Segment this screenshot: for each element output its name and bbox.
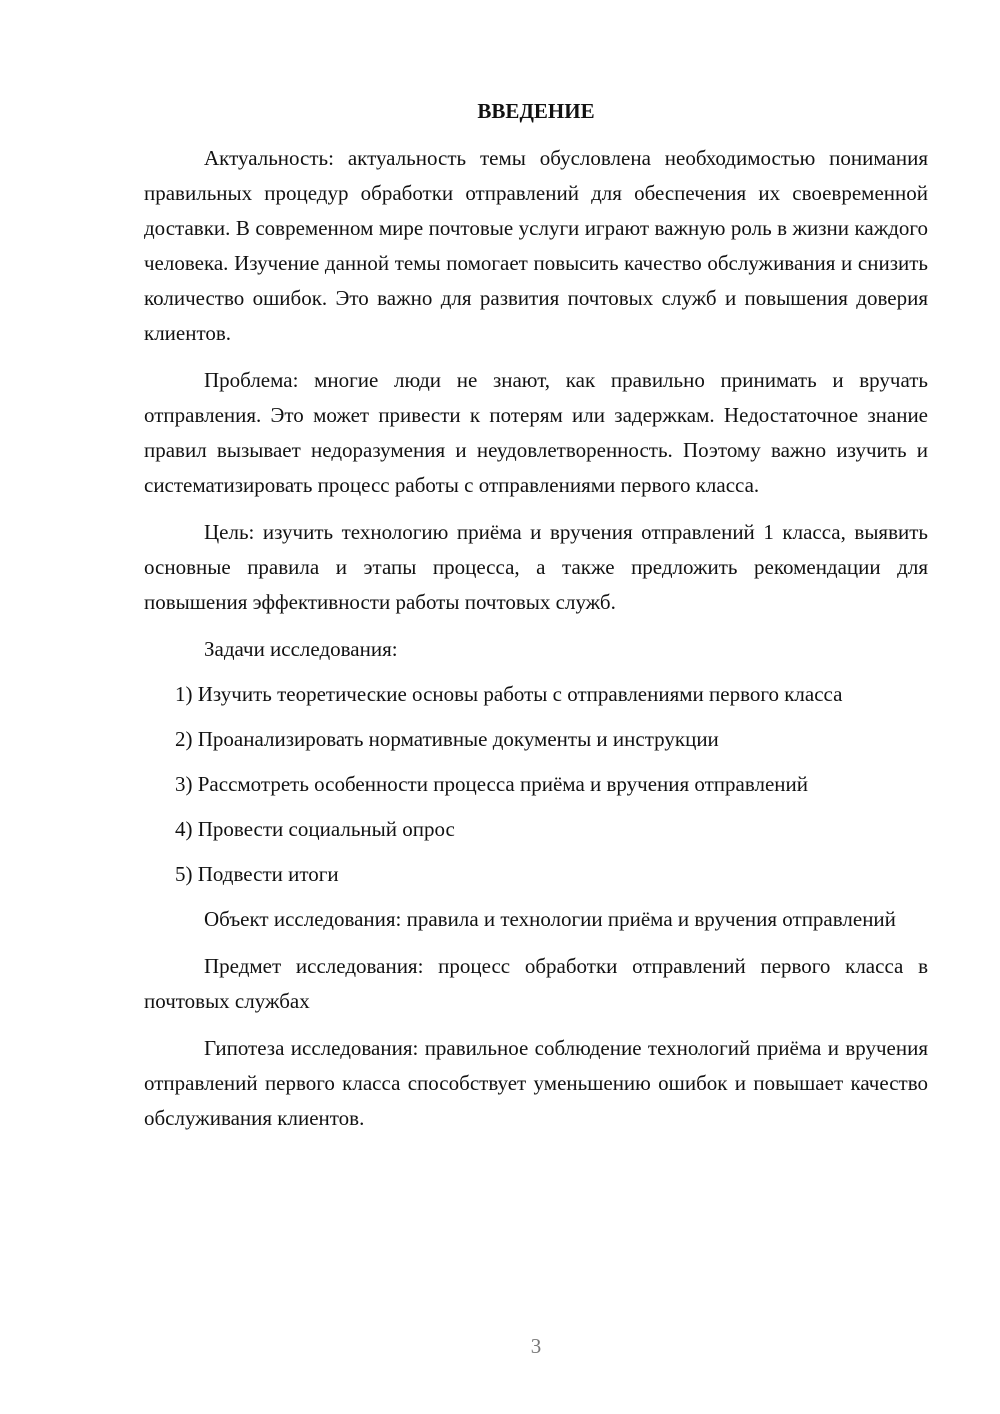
hypothesis-paragraph: Гипотеза исследования: правильное соблюдение технологий приёма и вручения отправлений первого класса способствует уменьшению ошибок и повышает качество обслуживания клиентов. xyxy=(144,1036,928,1130)
task-item: 2) Проанализировать нормативные документы и инструкции xyxy=(175,727,719,751)
subject-paragraph: Предмет исследования: процесс обработки отправлений первого класса в почтовых службах xyxy=(144,954,928,1013)
task-item: 4) Провести социальный опрос xyxy=(175,817,455,841)
page-number: 3 xyxy=(530,1334,542,1358)
task-item: 3) Рассмотреть особенности процесса приёма и вручения отправлений xyxy=(175,772,809,796)
task-item: 5) Подвести итоги xyxy=(175,862,339,886)
relevance-paragraph: Актуальность: актуальность темы обусловлена необходимостью понимания правильных процедур обработки отправлений для обеспечения их своевременной доставки. В современном мире почтовые услуги играют важную роль в жизни каждого человека. Изучение данной темы помогает повысить качество обслуживания и снизить количество ошибок. Это важно для развития почтовых служб и повышения доверия клиентов. xyxy=(144,146,928,345)
object-paragraph: Объект исследования: правила и технологии приёма и вручения отправлений xyxy=(204,907,896,931)
problem-paragraph: Проблема: многие люди не знают, как правильно принимать и вручать отправления. Это может привести к потерям или задержкам. Недостаточное знание правил вызывает недоразумения и неудовлетворенность. Поэтому важно изучить и систематизировать процесс работы с отправлениями первого класса. xyxy=(144,368,928,497)
tasks-heading: Задачи исследования: xyxy=(204,637,398,661)
document-page xyxy=(144,94,928,1148)
page-title: ВВЕДЕНИЕ xyxy=(477,99,595,123)
task-item: 1) Изучить теоретические основы работы с отправлениями первого класса xyxy=(175,682,843,706)
tasks-list xyxy=(144,677,928,892)
goal-paragraph: Цель: изучить технологию приёма и вручения отправлений 1 класса, выявить основные правила и этапы процесса, а также предложить рекомендации для повышения эффективности работы почтовых служб. xyxy=(144,520,928,614)
